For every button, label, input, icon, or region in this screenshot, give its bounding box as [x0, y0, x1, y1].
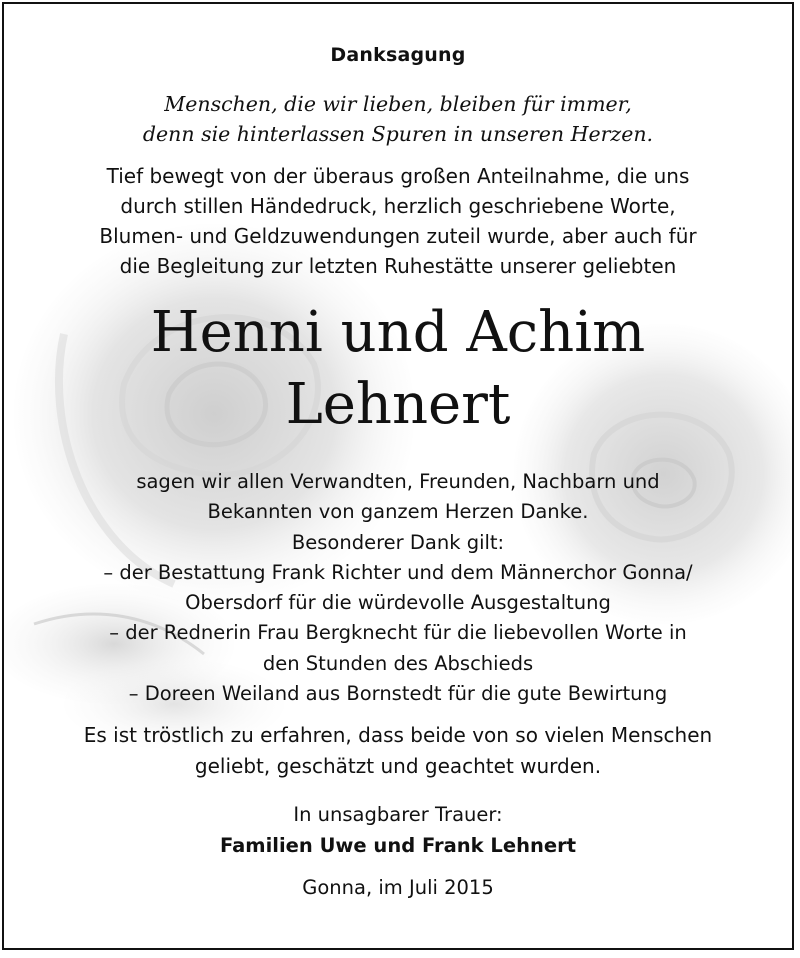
- obituary-notice: [2, 2, 794, 950]
- quote-line: denn sie hinterlassen Spuren in unseren Herzen.: [142, 122, 654, 146]
- notice-heading: Danksagung: [330, 44, 466, 66]
- mourning-label: In unsagbarer Trauer:: [293, 803, 503, 826]
- family-names: Familien Uwe und Frank Lehnert: [219, 834, 577, 857]
- thanks-line: den Stunden des Abschieds: [262, 651, 534, 675]
- thanks-text: [4, 467, 792, 709]
- place-date: Gonna, im Juli 2015: [302, 876, 494, 899]
- thanks-line: – Doreen Weiland aus Bornstedt für die gute Bewirtung: [128, 682, 668, 706]
- deceased-names: [4, 297, 792, 441]
- intro-line: Tief bewegt von der überaus großen Anteilnahme, die uns: [106, 164, 690, 188]
- thanks-line: Bekannten von ganzem Herzen Danke.: [207, 500, 589, 524]
- intro-line: durch stillen Händedruck, herzlich geschriebene Worte,: [120, 194, 676, 218]
- deceased-surname: Lehnert: [285, 372, 511, 437]
- intro-line: Blumen- und Geldzuwendungen zuteil wurde, aber auch für: [99, 224, 697, 248]
- thanks-line: – der Bestattung Frank Richter und dem Männerchor Gonna/: [103, 560, 693, 584]
- thanks-line: Obersdorf für die würdevolle Ausgestaltung: [185, 591, 611, 615]
- closing-line: Es ist tröstlich zu erfahren, dass beide von so vielen Menschen: [83, 723, 713, 747]
- intro-text: [4, 161, 792, 281]
- intro-line: die Begleitung zur letzten Ruhestätte unserer geliebten: [119, 254, 677, 278]
- quote: [4, 89, 792, 149]
- thanks-line: sagen wir allen Verwandten, Freunden, Nachbarn und: [136, 470, 660, 493]
- deceased-first-names: Henni und Achim: [150, 300, 646, 365]
- thanks-line: Besonderer Dank gilt:: [291, 530, 505, 554]
- closing-line: geliebt, geschätzt und geachtet wurden.: [194, 753, 602, 778]
- closing-text: [4, 720, 792, 781]
- mourning-signature: [4, 799, 792, 861]
- thanks-line: – der Rednerin Frau Bergknecht für die liebevollen Worte in: [109, 621, 687, 645]
- quote-line: Menschen, die wir lieben, bleiben für immer,: [164, 92, 632, 116]
